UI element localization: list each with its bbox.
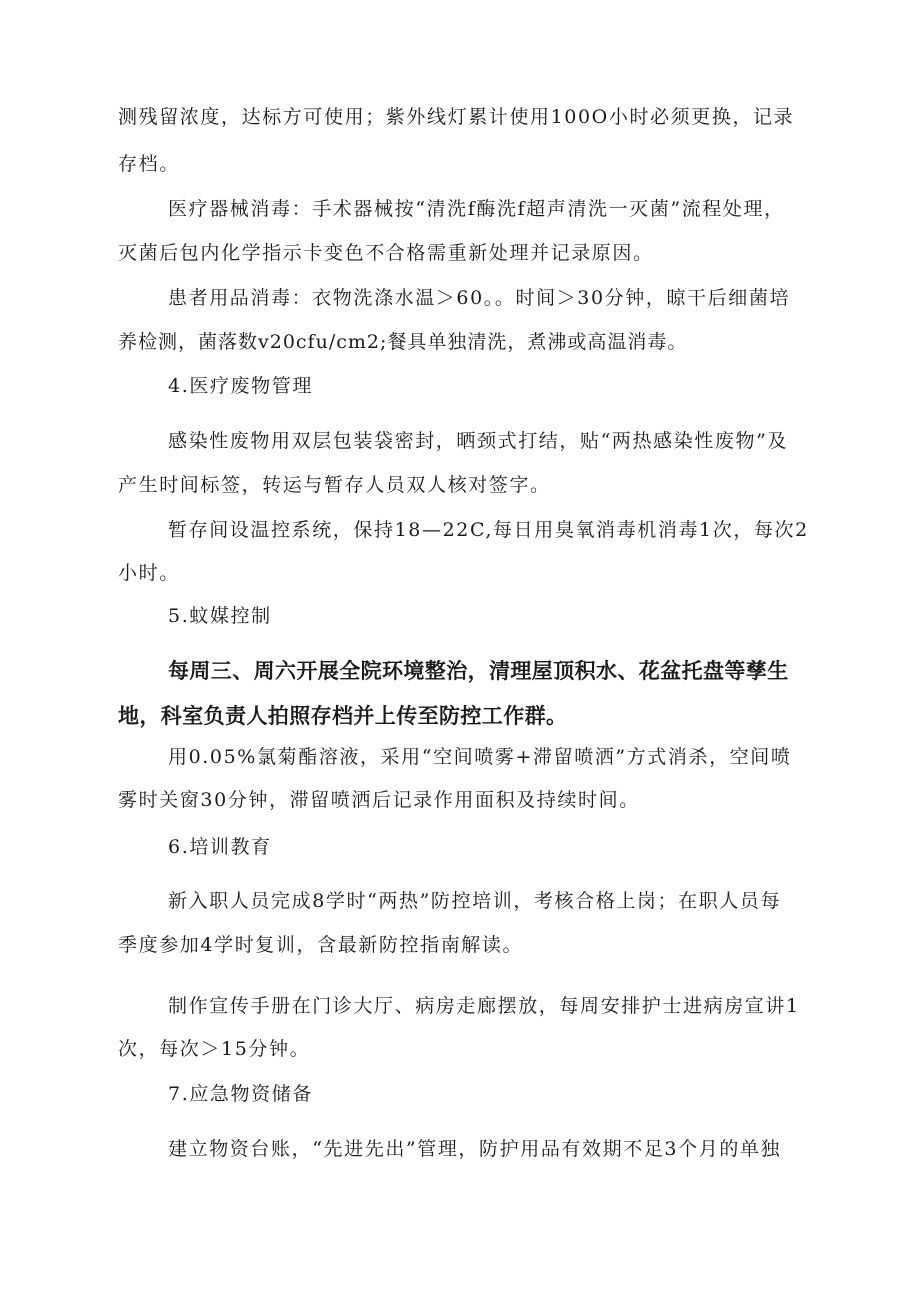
paragraph-line: 暂存间设温控系统，保持18—22C,每日用臭氧消毒机消毒1次，每次2 [168,519,809,541]
paragraph-line: 灭菌后包内化学指示卡变色不合格需重新处理并记录原因。 [118,242,654,264]
section-heading: 5.蚊媒控制 [168,605,272,627]
paragraph-line: 季度参加4学时复训，含最新防控指南解读。 [118,934,524,956]
paragraph-line: 地，科室负责人拍照存档并上传至防控工作群。 [118,704,568,728]
paragraph-line: 制作宣传手册在门诊大厅、病房走廊摆放，每周安排护士进病房宣讲1 [168,995,800,1017]
paragraph-line: 存档。 [118,153,180,175]
paragraph-line: 用0.05%氯菊酯溶液，采用“空间喷雾+滞留喷洒”方式消杀，空间喷 [168,746,792,768]
section-heading: 4.医疗废物管理 [168,375,313,397]
paragraph-line: 每周三、周六开展全院环境整治，清理屋顶积水、花盆托盘等孳生 [168,659,789,683]
paragraph-line: 医疗器械消毒：手术器械按“清洗f酶洗f超声清洗一灭菌”流程处理， [168,198,785,220]
paragraph-line: 小时。 [118,562,180,584]
paragraph-line: 患者用品消毒：衣物洗涤水温＞60。。时间＞30分钟，晾干后细菌培 [168,287,791,309]
paragraph-line: 产生时间标签，转运与暂存人员双人核对签字。 [118,474,551,496]
paragraph-line: 新入职人员完成8学时“两热”防控培训，考核合格上岗；在职人员每 [168,890,782,912]
paragraph-line: 次，每次＞15分钟。 [118,1038,311,1060]
paragraph-line: 测残留浓度，达标方可使用；紫外线灯累计使用100O小时必须更换，记录 [118,106,795,128]
section-heading: 7.应急物资储备 [168,1083,313,1105]
paragraph-line: 建立物资台账，“先进先出”管理，防护用品有效期不足3个月的单独 [168,1138,782,1160]
paragraph-line: 养检测，菌落数v20cfu∕cm2;餐具单独清洗，煮沸或高温消毒。 [118,331,688,353]
section-heading: 6.培训教育 [168,836,272,858]
paragraph-line: 雾时关窗30分钟，滞留喷洒后记录作用面积及持续时间。 [118,789,640,811]
paragraph-line: 感染性废物用双层包装袋密封，晒颈式打结，贴“两热感染性废物”及 [168,430,789,452]
